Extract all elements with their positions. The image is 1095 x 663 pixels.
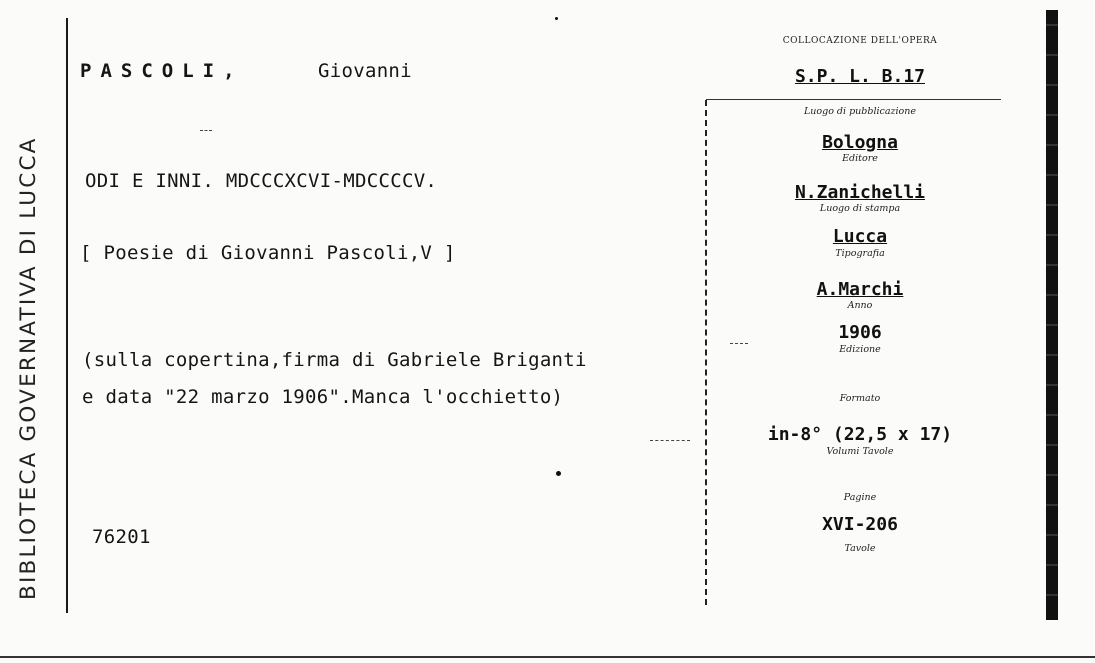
place-label: Luogo di pubblicazione	[803, 106, 917, 117]
print-place-value: Lucca	[832, 226, 888, 247]
copy-note-line-2: e data "22 marzo 1906".Manca l'occhietto)	[82, 386, 564, 408]
author-surname: PASCOLI,	[80, 60, 244, 82]
edition-label: Edizione	[839, 344, 881, 355]
ink-dot	[555, 17, 558, 20]
volumes-label: Volumi Tavole	[826, 446, 894, 457]
pages-label: Pagine	[843, 492, 877, 503]
stray-mark	[200, 130, 212, 131]
card-right-edge	[1046, 10, 1058, 620]
place-value: Bologna	[822, 132, 898, 153]
publisher-value: N.Zanichelli	[794, 182, 926, 203]
pages-value: XVI-206	[822, 514, 898, 535]
print-place-label: Luogo di stampa	[819, 203, 901, 214]
details-column	[700, 0, 1020, 663]
author-name: Giovanni	[318, 60, 412, 82]
year-value: 1906	[838, 322, 882, 343]
format-value: in-8° (22,5 x 17)	[767, 424, 953, 445]
series-note: [ Poesie di Giovanni Pascoli,V ]	[80, 242, 456, 264]
collocation-value: S.P. L. B.17	[794, 66, 926, 87]
printer-value: A.Marchi	[816, 279, 904, 300]
ink-dot	[556, 471, 561, 476]
left-margin-line	[66, 18, 68, 613]
printer-label: Tipografia	[835, 248, 885, 259]
inventory-number: 76201	[92, 526, 151, 548]
copy-note-line-1: (sulla copertina,firma di Gabriele Briganti	[82, 349, 587, 371]
library-stamp: BIBLIOTECA GOVERNATIVA DI LUCCA	[16, 136, 41, 600]
stray-mark	[650, 440, 690, 441]
year-label: Anno	[847, 300, 873, 311]
format-label: Formato	[839, 393, 881, 404]
work-title: ODI E INNI. MDCCCXCVI-MDCCCCV.	[85, 170, 438, 192]
publisher-label: Editore	[842, 153, 878, 164]
collocation-label: COLLOCAZIONE DELL'OPERA	[782, 36, 938, 46]
plates-label: Tavole	[844, 543, 876, 554]
